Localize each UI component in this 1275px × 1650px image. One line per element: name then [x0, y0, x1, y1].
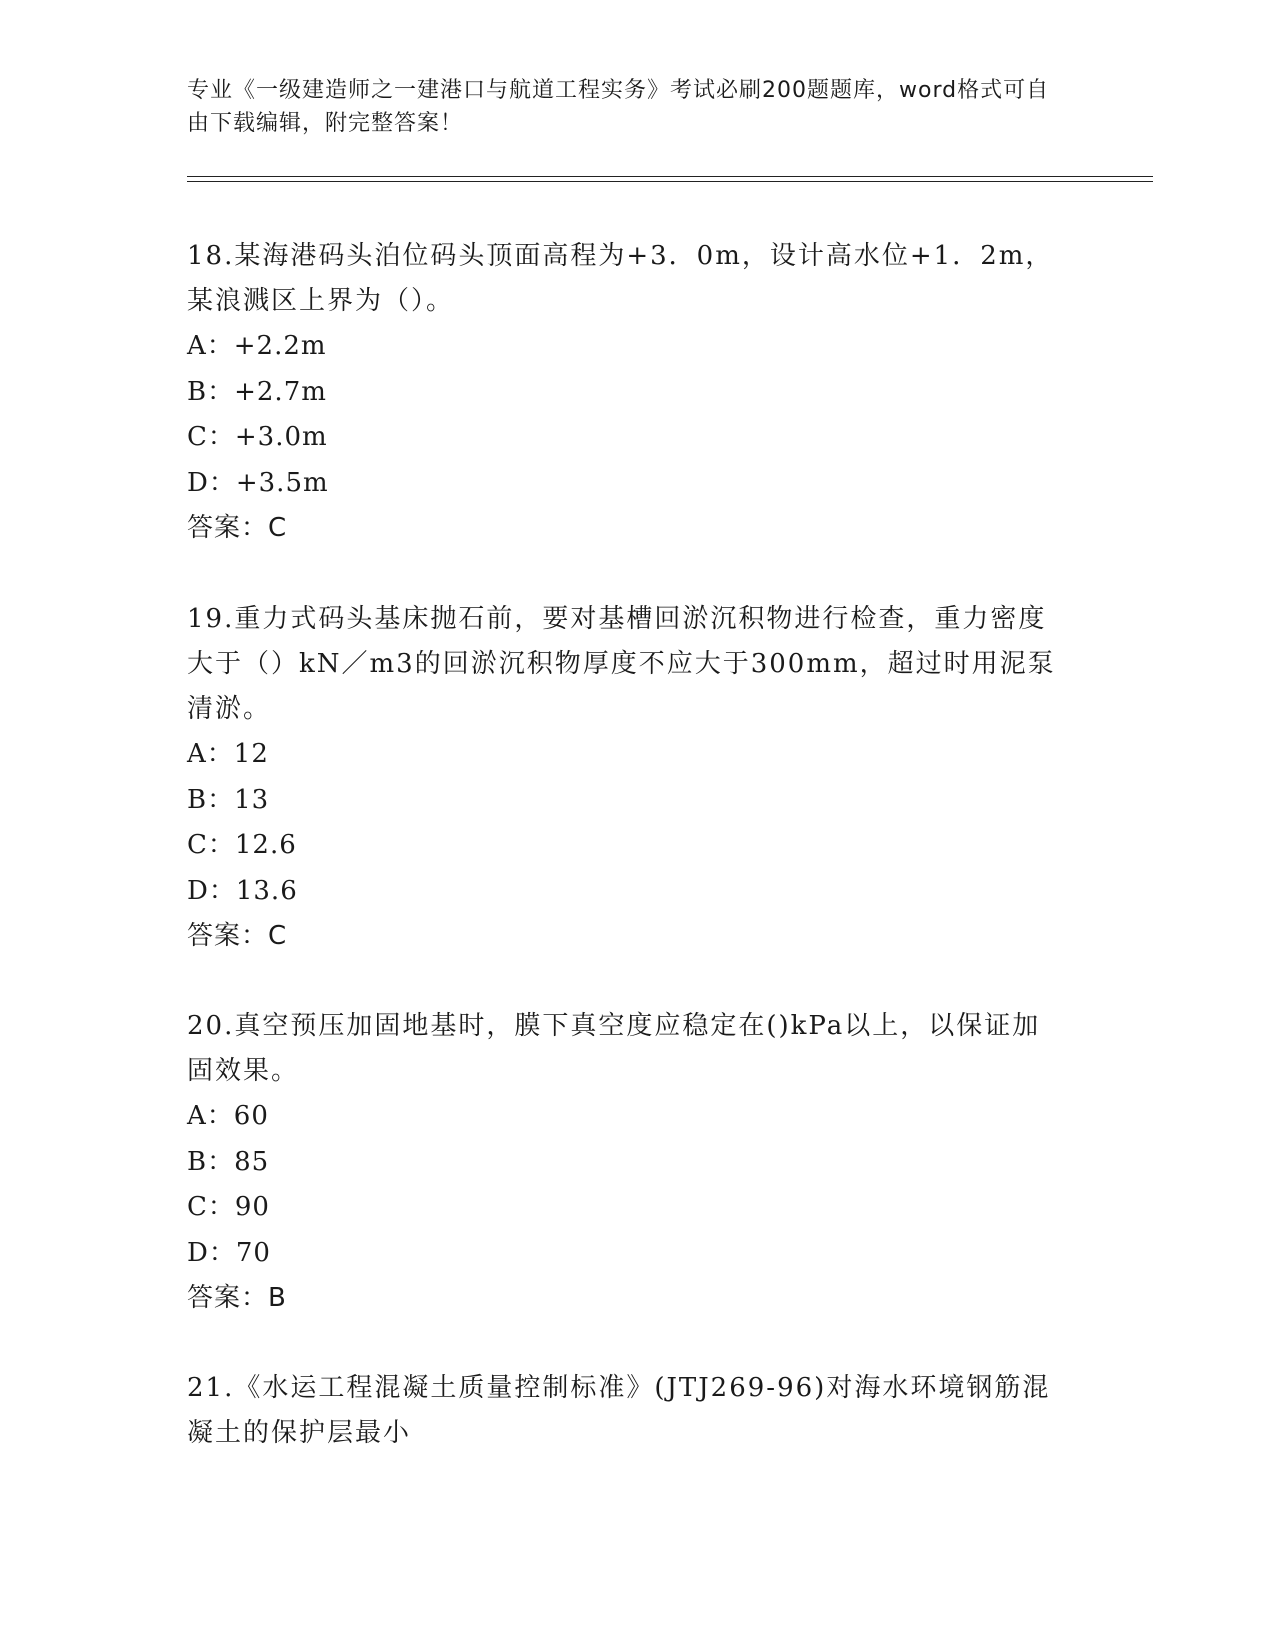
option-b: B：+2.7m	[187, 376, 327, 407]
question-stem: 20.真空预压加固地基时，膜下真空度应稳定在()kPa以上，以保证加固效果。	[187, 1011, 1041, 1086]
option-d: D：70	[187, 1237, 271, 1268]
answer: 答案：C	[187, 513, 288, 543]
question-stem: 18.某海港码头泊位码头顶面高程为+3．0m，设计高水位+1．2m，某浪溅区上界为（）。	[187, 241, 1054, 316]
option-c: C：+3.0m	[187, 422, 328, 452]
question-stem: 19.重力式码头基床抛石前，要对基槽回淤沉积物进行检查，重力密度大于（）kN／m3的回淤沉积物厚度不应大于300mm，超过时用泥泵清淤。	[187, 604, 1056, 724]
option-d: D：13.6	[187, 875, 298, 906]
question-stem: 21.《水运工程混凝土质量控制标准》(JTJ269-96)对海水环境钢筋混凝土的保护层最小	[187, 1373, 1051, 1448]
header-divider-top	[187, 176, 1153, 177]
option-c: C：12.6	[187, 830, 297, 860]
option-a: A：60	[187, 1101, 269, 1131]
option-a: A：+2.2m	[187, 331, 327, 361]
answer: 答案：B	[187, 1283, 287, 1313]
option-b: B：13	[187, 784, 270, 815]
document-header: 专业《一级建造师之一建港口与航道工程实务》考试必刷200题题库，word格式可自由下载编辑，附完整答案！	[187, 78, 1050, 136]
header-divider-bottom	[187, 181, 1153, 182]
question-21	[187, 1366, 1067, 1456]
question-18	[187, 234, 1067, 551]
option-a: A：12	[187, 739, 269, 769]
option-d: D：+3.5m	[187, 467, 329, 498]
question-19	[187, 597, 1067, 959]
option-b: B：85	[187, 1146, 270, 1177]
question-20	[187, 1004, 1067, 1321]
answer: 答案：C	[187, 921, 288, 951]
option-c: C：90	[187, 1192, 270, 1222]
